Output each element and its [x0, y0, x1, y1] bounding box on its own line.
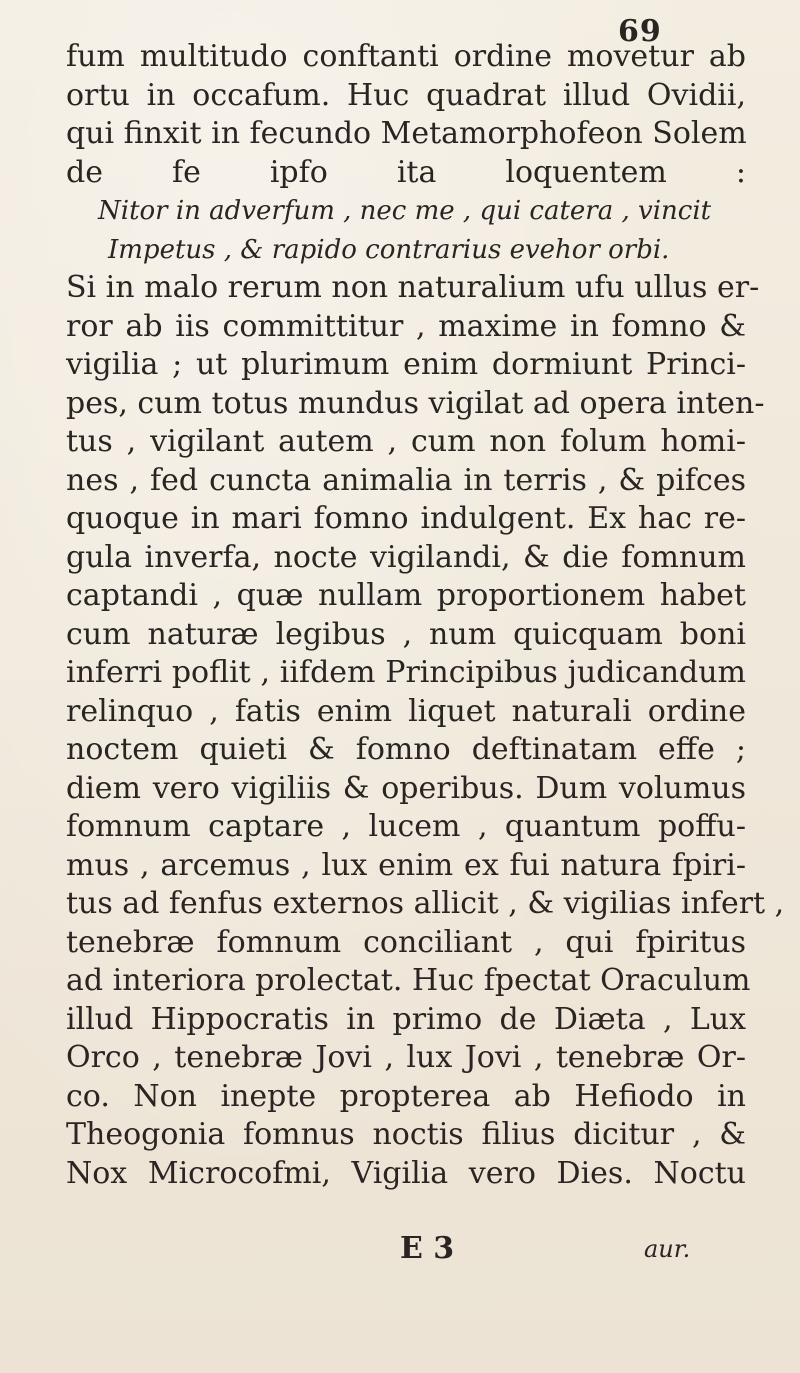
text-line: qui finxit in fecundo Metamorphofeon Solem [66, 116, 747, 151]
text-line: relinquo , fatis enim liquet naturali ordine [66, 694, 746, 729]
text-line: Nitor in adverfum , nec me , qui catera , vincit [98, 196, 712, 226]
text-line: Orco , tenebræ Jovi , lux Jovi , tenebræ Or- [66, 1040, 746, 1075]
text-line: ad interiora prolectat. Huc fpectat Oraculum [66, 963, 751, 998]
text-line: de fe ipfo ita loquentem : [66, 155, 746, 190]
text-line: ortu in occafum. Huc quadrat illud Ovidii, [66, 78, 746, 113]
text-line: tus ad fenfus externos allicit , & vigilias infert , [66, 886, 785, 921]
text-line: noctem quieti & fomno deftinatam effe ; [66, 732, 746, 767]
text-line: pes, cum totus mundus vigilat ad opera inten- [66, 386, 765, 421]
text-line: Si in malo rerum non naturalium ufu ullus er- [66, 270, 760, 305]
text-line: captandi , quæ nullam proportionem habet [66, 578, 746, 613]
page-number: 69 [618, 14, 662, 49]
text-line: vigilia ; ut plurimum enim dormiunt Princi- [66, 347, 746, 382]
text-line: Nox Microcofmi, Vigilia vero Dies. Noctu [66, 1156, 746, 1191]
text-line: fomnum captare , lucem , quantum poffu- [66, 809, 746, 844]
text-line: gula inverfa, nocte vigilandi, & die fomnum [66, 540, 746, 575]
text-line: ror ab iis committitur , maxime in fomno & [66, 309, 746, 344]
catchword: aur. [644, 1235, 691, 1263]
text-line: quoque in mari fomno indulgent. Ex hac re- [66, 501, 746, 536]
text-line: tus , vigilant autem , cum non folum homi- [66, 424, 746, 459]
text-line: fum multitudo conftanti ordine movetur ab [66, 39, 746, 74]
text-line: co. Non inepte propterea ab Hefiodo in [66, 1079, 746, 1114]
text-line: Theogonia fomnus noctis filius dicitur , & [66, 1117, 746, 1152]
text-line: nes , fed cuncta animalia in terris , & pifces [66, 463, 746, 498]
text-line: illud Hippocratis in primo de Diæta , Lux [66, 1002, 746, 1037]
text-line: diem vero vigiliis & operibus. Dum volumus [66, 771, 746, 806]
text-line: Impetus , & rapido contrarius evehor orbi. [108, 235, 670, 265]
text-line: cum naturæ legibus , num quicquam boni [66, 617, 746, 652]
page-footer [0, 1229, 800, 1269]
text-line: tenebræ fomnum conciliant , qui fpiritus [66, 925, 746, 960]
signature-mark: E 3 [400, 1231, 455, 1266]
text-line: mus , arcemus , lux enim ex fui natura fpiri- [66, 848, 746, 883]
text-line: inferri poflit , iifdem Principibus judicandum [66, 655, 746, 690]
